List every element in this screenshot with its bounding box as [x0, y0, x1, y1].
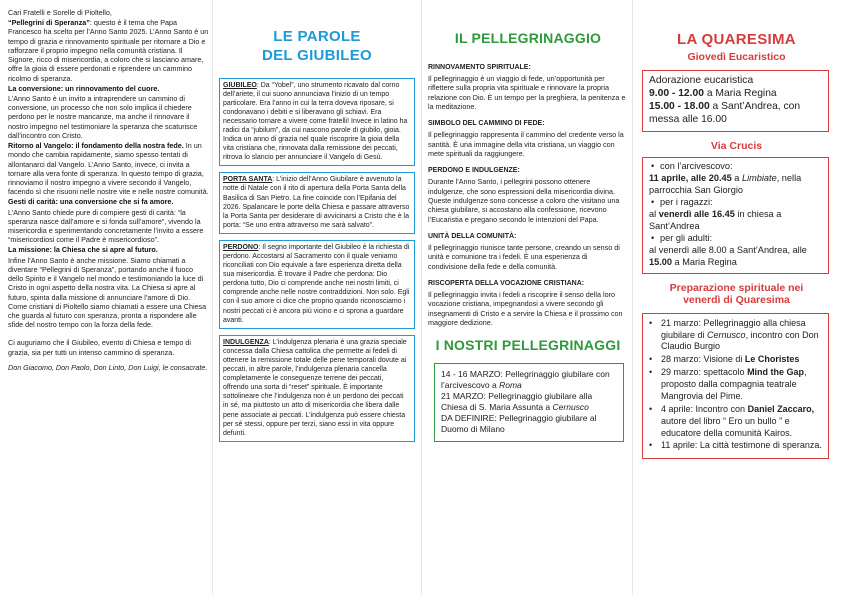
letter-heading-carita: Gesti di carità: una conversione che si fa amore.: [8, 197, 174, 207]
fold-line: [212, 0, 213, 595]
letter-column: [8, 0, 209, 595]
eucharistic-thursday-title: Giovedì Eucaristico: [687, 51, 786, 64]
letter-paragraph-missione: Infine l’Anno Santo è anche missione. Siamo chiamati a diventare “Pellegrini di Speranza”, portando anche il fuoco dello Spirito e il Vangelo nel mondo e testimoniando la luce di Cristo in ogni aspetto della nostra vita. La Chiesa si apre al futuro, spinta dalla missione di annunciare l’amore di Dio. Come cristiani di Pioltello siamo chiamati a essere una Chiesa che guarda al futuro con speranza, pronta a rispondere alle sfide del nostro tempo con la forza della fede.: [8, 255, 207, 330]
via-crucis-group: • con l’arcivescovo:: [649, 161, 822, 173]
bullet-icon: •: [649, 354, 653, 365]
via-crucis-group: • per i ragazzi:: [649, 197, 822, 209]
pilgrimage-title: IL PELLEGRINAGGIO: [454, 30, 602, 46]
list-item: • 4 aprile: Incontro con Daniel Zaccaro, autore del libro “ Ero un bullo ” e educatore della comunità Kairos.: [649, 403, 815, 438]
letter-heading-missione: La missione: la Chiesa che si apre al futuro.: [8, 245, 158, 255]
fold-line: [632, 0, 633, 595]
pilgrimage-item: 14 - 16 MARZO: Pellegrinaggio giubilare con l’arcivescovo a Roma: [441, 369, 610, 391]
indulgenza-text: : L’indulgenza plenaria è una grazia speciale concessa dalla Chiesa cattolica che permette ai fedeli di ottenere la remissione totale delle pene temporali dovute ai peccati, in altre parole, l’indulgenza plenaria cancella completamente le conseguenze terrene dei peccati, offrendo una sorta di “reset” spirituale. È importante sottolineare che l’indulgenza non è un perdono dei peccati in sé, ma piuttosto un atto di misericordia che libera dalle pene associate ai peccati. L’indulgenza può essere chiesta per sé stessi, oppure per terzi, siano essi in vita oppure defunti.: [223, 338, 407, 437]
section-heading: RINNOVAMENTO SPIRITUALE:: [428, 63, 531, 71]
section-body: Il pellegrinaggio invita i fedeli a riscoprire il senso della loro vocazione cristiana, impegnandosi a vivere secondo gli insegnamenti di Cristo e a servire la Chiesa e il prossimo con maggiore dedizione.: [428, 290, 623, 328]
list-item: • 11 aprile: La città testimone di speranza.: [649, 440, 822, 451]
bullet-icon: •: [649, 403, 653, 414]
our-pilgrimages-box: [434, 363, 624, 441]
giubileo-keyword: GIUBILEO: [223, 81, 257, 89]
words-title: LE PAROLE DEL GIUBILEO: [262, 28, 372, 64]
list-item: • 28 marzo: Visione di Le Choristes: [649, 354, 800, 365]
perdono-box: [219, 240, 415, 329]
letter-paragraph-carita: L’Anno Santo chiede pure di compiere gesti di carità: “la speranza nasce dall’amore e si fonda sull’amore”, vivendo la misericordia e sperimentando concretamente l’invito a essere “misericordiosi come il Padre è misericordioso”.: [8, 207, 204, 245]
giubileo-box: [219, 78, 415, 167]
section-heading: SIMBOLO DEL CAMMINO DI FEDE:: [428, 120, 545, 128]
letter-signature: Don Giacomo, Don Paolo, Don Linto, Don Luigi, le consacrate.: [8, 362, 208, 372]
via-crucis-group: • per gli adulti:: [649, 233, 822, 245]
section-heading: PERDONO E INDULGENZE:: [428, 167, 520, 175]
bullet-icon: •: [649, 317, 653, 328]
section-body: Durante l’Anno Santo, i pellegrini possono ottenere indulgenze, che sono espressioni della misericordia divina. Queste indulgenze sono concesse a coloro che visitano una chiesa giubilare, si accostano alla confessione, ricevono l’Eucaristia e pregano secondo le intenzioni del Papa.: [428, 177, 620, 224]
bullet-icon: •: [649, 440, 653, 451]
pilgrimage-item: 21 MARZO: Pellegrinaggio giubilare alla Chiesa di S. Maria Assunta a Cernusco: [441, 391, 593, 413]
letter-intro-theme: “Pellegrini di Speranza”: [8, 18, 90, 28]
spacer: [8, 330, 209, 338]
porta-santa-box: [219, 172, 415, 234]
bullet-icon: •: [649, 367, 653, 378]
fold-line: [421, 0, 422, 595]
letter-paragraph-vangelo: Ritorno al Vangelo: il fondamento della nostra fede. In un mondo che cambia rapidamente, siamo spesso tentati di allontanarci dal Vangelo. L’Anno Santo, invece, ci invita a tornare alla vera fonte di speranza. In questo tempo di grazia, rinnoviamo il nostro impegno a vivere secondo il Vangelo, facendo sì che risuoni nelle nostre vite e nelle nostre comunità.: [8, 141, 209, 197]
letter-paragraph-conversione: L’Anno Santo è un invito a intraprendere un cammino di conversione, un processo che non solo implica il chiedere perdono per le nostre mancanze, ma anche il rinnovare il nostro impegno nel testimoniare la speranza che scaturisce dall’incontro con Cristo.: [8, 93, 198, 140]
adoration-box: [642, 70, 829, 132]
letter-greeting: Cari Fratelli e Sorelle di Pioltello,: [8, 8, 112, 17]
spiritual-preparation-box: [642, 313, 829, 460]
lent-column: [638, 0, 835, 595]
section-body: Il pellegrinaggio riunisce tante persone, creando un senso di unità e comunione tra i fedeli. È una esperienza di condivisione della fede e della comunità.: [428, 243, 620, 271]
adoration-slot: 15.00 - 18.00 a Sant’Andrea, con messa alle 16.00: [649, 100, 801, 125]
giubileo-text: : Da “Yobel”, uno strumento ricavato dal corno dell’ariete, il cui suono annunciava l’inizio di un tempo particolare. Era l’anno in cui la terra doveva riposare, si condonavano i debiti e si liberavano gli schiavi. Era necessario tornare a vivere come fratelli! Invece in latino ha radici da “jubilum”, da cui nascono parole di giubilo, gioia. Indica un anno di grazia nel quale riscoprire la gioia della vita cristiana che, rinnovata dalla remissione dei peccati, ritrova lo slancio per annunciare il Vangelo di Gesù.: [223, 81, 408, 162]
via-crucis-detail: al venerdì alle 16.45 in chiesa a Sant’Andrea: [649, 208, 782, 231]
letter-intro: [8, 18, 209, 83]
porta-santa-text: : L’inizio dell’Anno Giubilare è avvenuto la notte di Natale con il rito di apertura della Porta Santa della Basilica di San Pietro. La fine coincide con l’Epifania del 2026. Spalancare le porte della Chiesa e passare attraverso la Porta Santa per desiderare di avvicinarsi a Cristo che è la porta: “Se uno entra attraverso me sarà salvato”.: [223, 176, 410, 229]
indulgenza-keyword: INDULGENZA: [223, 338, 269, 346]
via-crucis-detail: al venerdì alle 8.00 a Sant’Andrea, alle 15.00 a Maria Regina: [649, 244, 807, 267]
pilgrimage-item: DA DEFINIRE: Pellegrinaggio giubilare al Duomo di Milano: [441, 412, 597, 434]
indulgenza-box: [219, 335, 415, 442]
section-heading: RISCOPERTA DELLA VOCAZIONE CRISTIANA:: [428, 280, 585, 288]
via-crucis-title: Via Crucis: [710, 139, 763, 152]
list-item: • 29 marzo: spettacolo Mind the Gap, proposto dalla compagnia teatrale Mangrovia del Pime.: [649, 367, 807, 401]
via-crucis-box: [642, 157, 829, 274]
our-pilgrimages-title: I NOSTRI PELLEGRINAGGI: [435, 336, 621, 353]
letter-closing: Ci auguriamo che il Giubileo, evento di Chiesa e tempo di grazia, sia per tutti un intenso cammino di speranza.: [8, 338, 191, 357]
section-body: Il pellegrinaggio è un viaggio di fede, un’opportunità per riflettere sulla propria vita spirituale e rinnovare la propria relazione con Dio. È un tempo per la preghiera, la penitenza e la meditazione.: [428, 73, 626, 111]
letter-heading-vangelo: Ritorno al Vangelo: il fondamento della nostra fede.: [8, 141, 184, 151]
adoration-slot: 9.00 - 12.00 a Maria Regina: [649, 87, 777, 99]
pilgrimage-column: [428, 0, 628, 595]
words-column: [219, 0, 415, 595]
letter-intro-text: : questo è il tema che Papa Francesco ha scelto per l’Anno Santo 2025. L’Anno Santo è un tempo di grazia e rinnovamento spirituale per ritornare a Dio e rafforzare il proprio impegno nella comunità cristiana. Il Signore, ricco di misericordia, a coloro che si lasciano amare, offre la gioia di essere perdonati e riprendere un cammino ricolmo di speranza.: [8, 18, 209, 83]
adoration-label: Adorazione eucaristica: [649, 74, 754, 86]
via-crucis-detail: 11 aprile, alle 20.45 a Limbiate, nella parrocchia San Giorgio: [649, 172, 802, 195]
perdono-keyword: PERDONO: [223, 243, 259, 251]
letter-heading-conversione: La conversione: un rinnovamento del cuore.: [8, 83, 160, 93]
lent-title: LA QUARESIMA: [677, 31, 796, 48]
section-body: Il pellegrinaggio rappresenta il cammino del credente verso la santità. È una immagine della vita cristiana, un viaggio con mete spirituali da raggiungere.: [428, 130, 624, 158]
list-item: • 21 marzo: Pellegrinaggio alla chiesa giubilare di Cernusco, incontro con Don Claudio Burgio: [649, 317, 819, 352]
spiritual-preparation-title: Preparazione spirituale nei venerdì di Quaresima: [669, 281, 804, 307]
section-heading: UNITÀ DELLA COMUNITÀ:: [428, 233, 517, 241]
porta-santa-keyword: PORTA SANTA: [223, 176, 273, 184]
perdono-text: : Il segno importante del Giubileo è la richiesta di perdono. Accostarsi al Sacramento con il quale veniamo riconciliati con Dio equivale a fare esperienza diretta della sua misericordia. È trovare il Padre che perdona: Dio perdona tutto, Dio ci comprende anche nei nostri limiti, ci comprende anche nelle nostre contraddizioni. Non solo. Egli con il suo amore ci dice che proprio quando riconosciamo i nostri peccati ci è ancora più vicino e ci sprona a guardare avanti.: [223, 243, 410, 324]
